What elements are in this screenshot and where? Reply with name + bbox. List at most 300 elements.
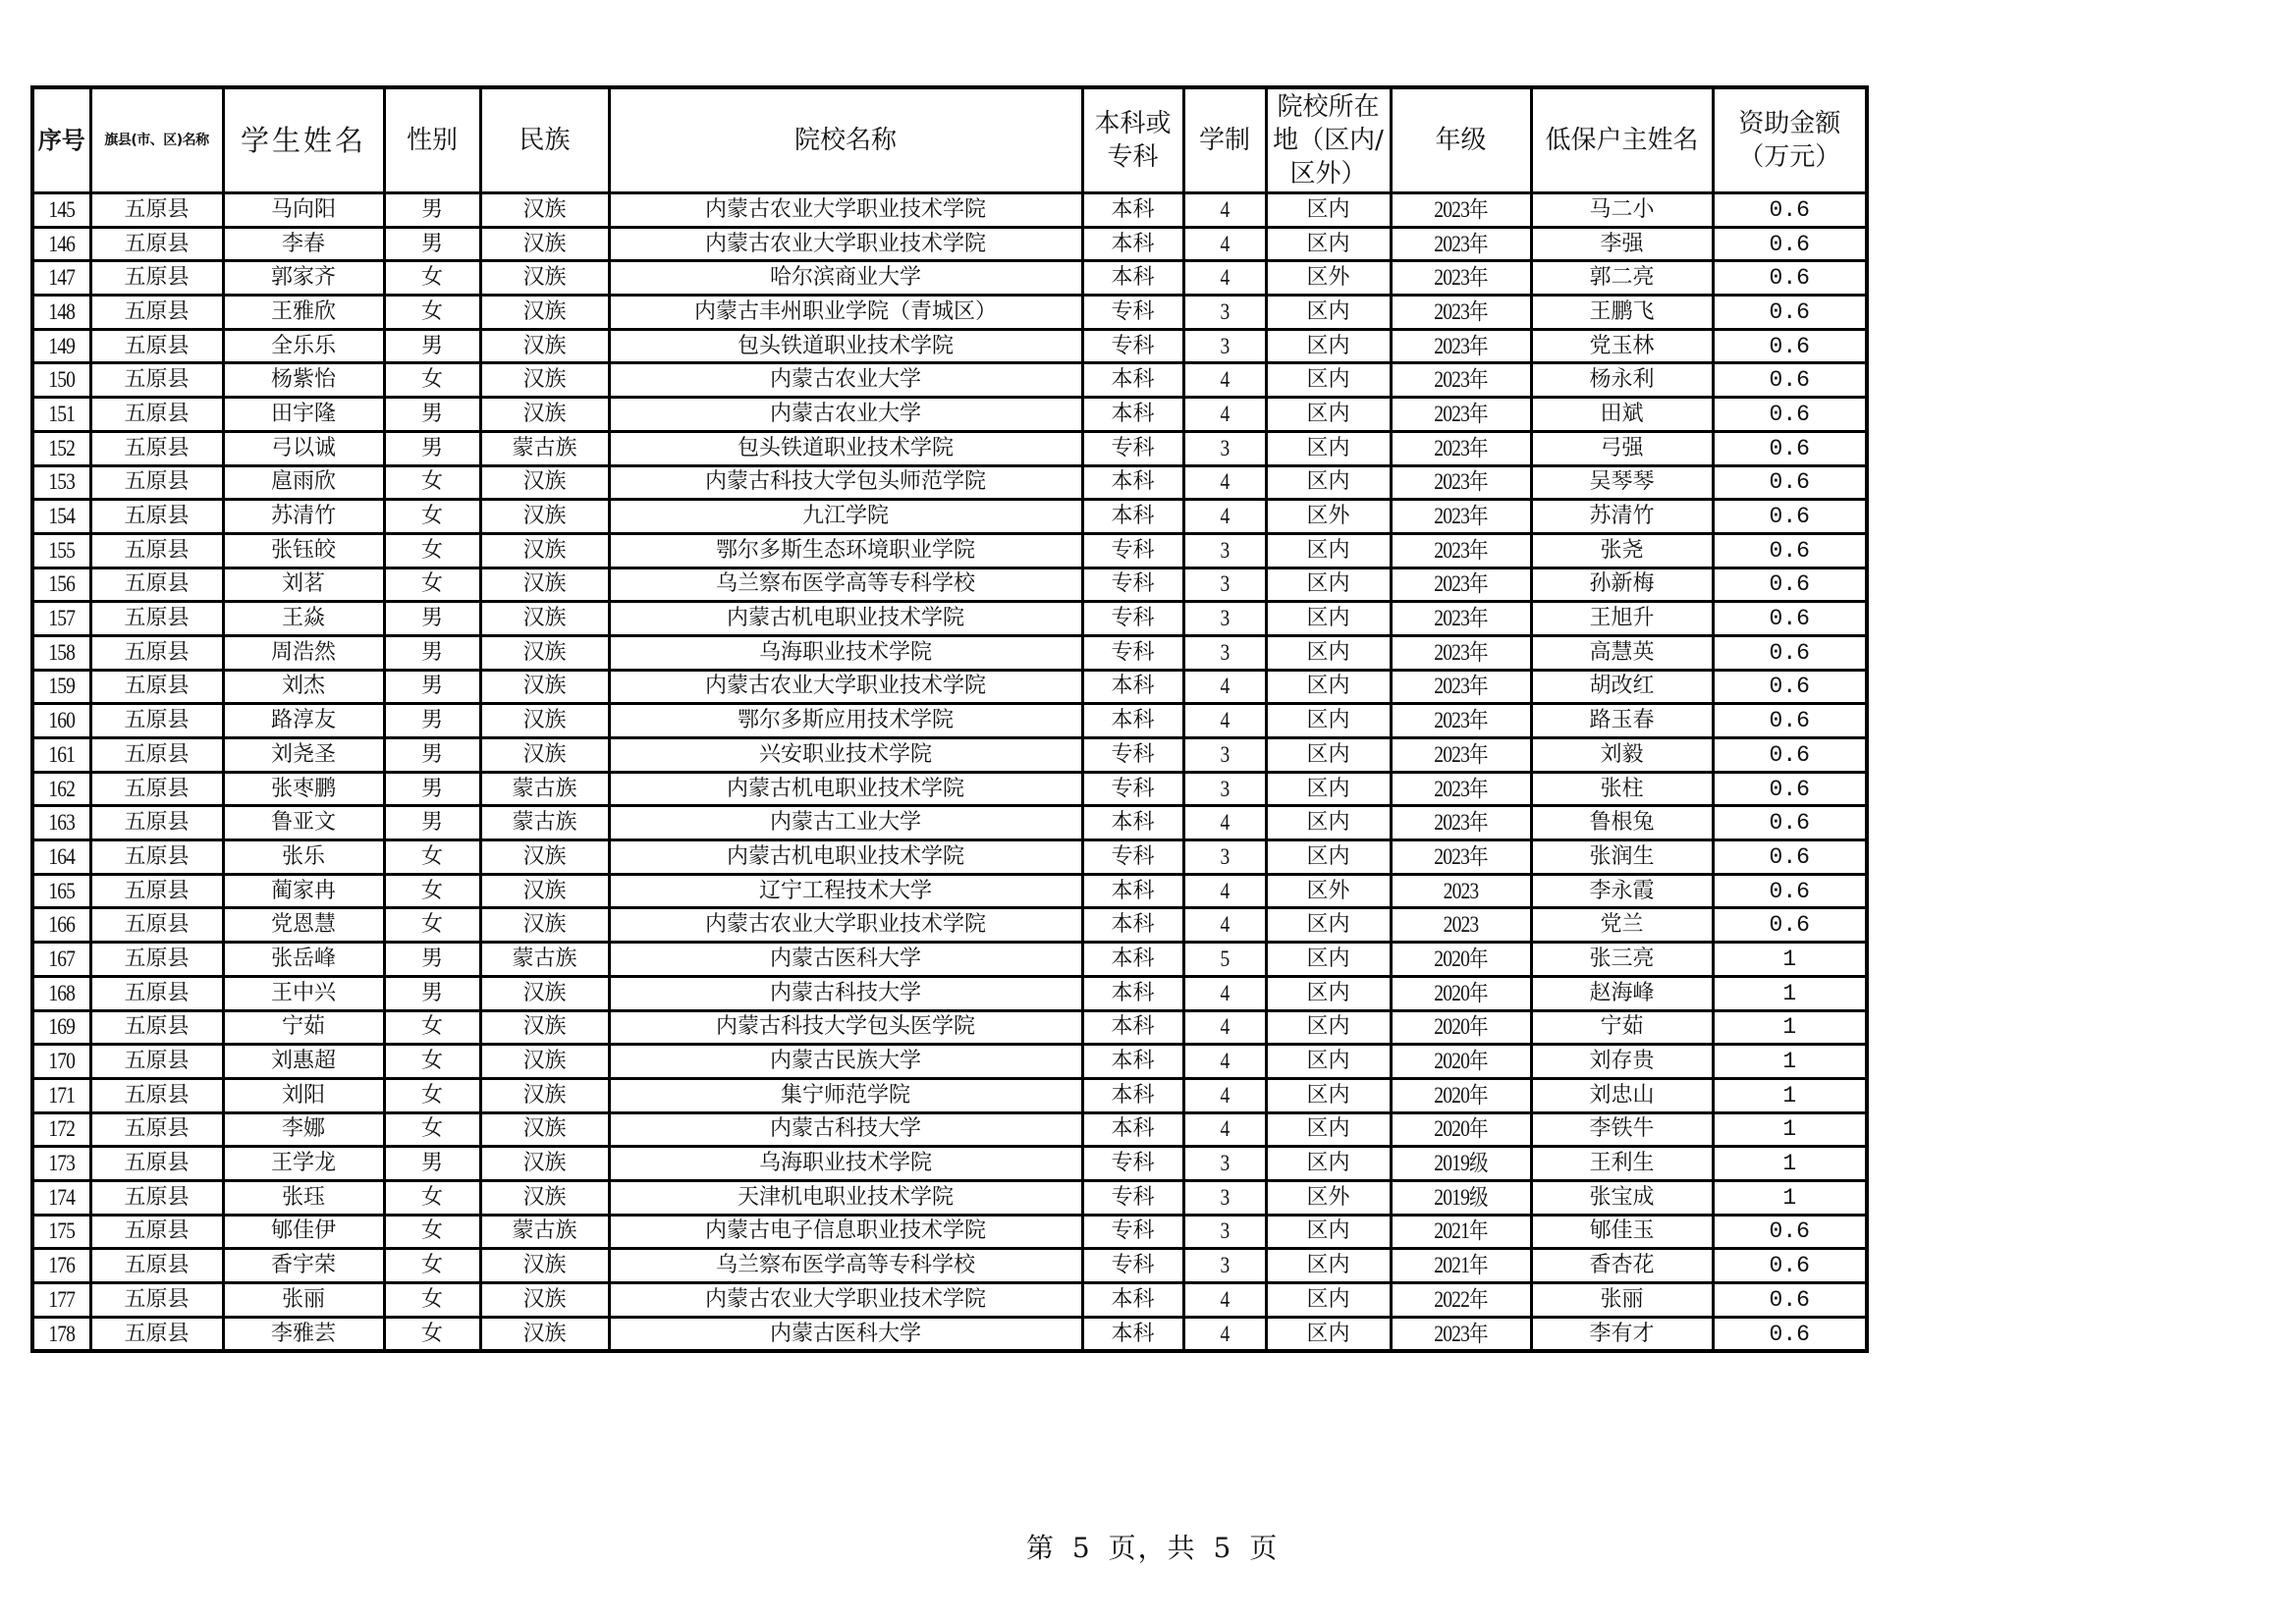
cell-grade: 2023年 xyxy=(1401,296,1521,330)
cell-seq: 152 xyxy=(36,431,85,465)
cell-seq: 164 xyxy=(36,840,85,875)
cell-gender: 女 xyxy=(384,533,480,568)
table-row xyxy=(32,1045,1867,1079)
cell-gender: 女 xyxy=(384,1045,480,1079)
cell-guardian: 张润生 xyxy=(1531,840,1713,875)
cell-school: 内蒙古农业大学职业技术学院 xyxy=(609,1283,1082,1318)
cell-school: 内蒙古科技大学包头师范学院 xyxy=(609,465,1082,500)
cell-duration: 3 xyxy=(1189,772,1259,806)
cell-location: 区内 xyxy=(1266,1317,1391,1351)
cell-ethnicity: 蒙古族 xyxy=(480,1215,609,1249)
cell-guardian: 张宝成 xyxy=(1531,1180,1713,1215)
table-row xyxy=(32,840,1867,875)
cell-amount: 0.6 xyxy=(1713,227,1867,261)
cell-ethnicity: 汉族 xyxy=(480,261,609,296)
cell-level: 专科 xyxy=(1082,329,1183,363)
cell-county: 五原县 xyxy=(90,1283,223,1318)
cell-student-name: 王中兴 xyxy=(223,976,384,1010)
cell-school: 内蒙古农业大学职业技术学院 xyxy=(609,908,1082,943)
cell-amount: 0.6 xyxy=(1713,465,1867,500)
cell-county: 五原县 xyxy=(90,1317,223,1351)
cell-guardian: 党兰 xyxy=(1531,908,1713,943)
cell-seq: 167 xyxy=(36,943,85,977)
header-ethnicity: 民族 xyxy=(480,87,609,193)
cell-gender: 女 xyxy=(384,1249,480,1283)
cell-location: 区外 xyxy=(1266,261,1391,296)
cell-amount: 0.6 xyxy=(1713,193,1867,228)
cell-amount: 0.6 xyxy=(1713,670,1867,704)
cell-duration: 3 xyxy=(1189,1147,1259,1181)
cell-student-name: 蔺家冉 xyxy=(223,874,384,908)
cell-duration: 3 xyxy=(1189,602,1259,636)
table-row xyxy=(32,602,1867,636)
cell-ethnicity: 汉族 xyxy=(480,227,609,261)
cell-grade: 2023年 xyxy=(1401,398,1521,432)
cell-grade: 2023年 xyxy=(1401,329,1521,363)
cell-ethnicity: 汉族 xyxy=(480,874,609,908)
cell-seq: 160 xyxy=(36,704,85,738)
table-row xyxy=(32,943,1867,977)
cell-level: 专科 xyxy=(1082,772,1183,806)
cell-amount: 0.6 xyxy=(1713,1283,1867,1318)
cell-amount: 0.6 xyxy=(1713,398,1867,432)
cell-level: 本科 xyxy=(1082,1010,1183,1045)
cell-guardian: 张三亮 xyxy=(1531,943,1713,977)
cell-guardian: 弓强 xyxy=(1531,431,1713,465)
cell-school: 内蒙古丰州职业学院（青城区） xyxy=(609,296,1082,330)
cell-grade: 2020年 xyxy=(1401,1078,1521,1112)
cell-guardian: 鲁根兔 xyxy=(1531,806,1713,840)
cell-level: 本科 xyxy=(1082,1112,1183,1147)
cell-ethnicity: 蒙古族 xyxy=(480,943,609,977)
cell-ethnicity: 汉族 xyxy=(480,738,609,773)
cell-seq: 149 xyxy=(36,329,85,363)
cell-school: 鄂尔多斯生态环境职业学院 xyxy=(609,533,1082,568)
cell-location: 区内 xyxy=(1266,976,1391,1010)
cell-county: 五原县 xyxy=(90,840,223,875)
cell-duration: 4 xyxy=(1189,704,1259,738)
cell-duration: 3 xyxy=(1189,431,1259,465)
cell-county: 五原县 xyxy=(90,943,223,977)
cell-seq: 153 xyxy=(36,465,85,500)
cell-county: 五原县 xyxy=(90,193,223,228)
cell-student-name: 周浩然 xyxy=(223,635,384,670)
cell-county: 五原县 xyxy=(90,976,223,1010)
cell-location: 区内 xyxy=(1266,840,1391,875)
cell-student-name: 刘尧圣 xyxy=(223,738,384,773)
cell-level: 本科 xyxy=(1082,1045,1183,1079)
cell-grade: 2023年 xyxy=(1401,363,1521,398)
cell-duration: 4 xyxy=(1189,1317,1259,1351)
cell-gender: 男 xyxy=(384,943,480,977)
cell-school: 内蒙古农业大学 xyxy=(609,398,1082,432)
table-row xyxy=(32,533,1867,568)
cell-gender: 女 xyxy=(384,296,480,330)
table-row xyxy=(32,635,1867,670)
cell-grade: 2020年 xyxy=(1401,943,1521,977)
cell-ethnicity: 汉族 xyxy=(480,568,609,602)
table-row xyxy=(32,1283,1867,1318)
table-row xyxy=(32,398,1867,432)
cell-location: 区内 xyxy=(1266,568,1391,602)
cell-seq: 168 xyxy=(36,976,85,1010)
cell-school: 乌兰察布医学高等专科学校 xyxy=(609,1249,1082,1283)
cell-level: 专科 xyxy=(1082,1180,1183,1215)
cell-ethnicity: 汉族 xyxy=(480,1010,609,1045)
cell-location: 区内 xyxy=(1266,772,1391,806)
cell-school: 乌海职业技术学院 xyxy=(609,635,1082,670)
cell-seq: 155 xyxy=(36,533,85,568)
cell-amount: 0.6 xyxy=(1713,568,1867,602)
cell-guardian: 李有才 xyxy=(1531,1317,1713,1351)
cell-seq: 147 xyxy=(36,261,85,296)
cell-amount: 1 xyxy=(1713,1045,1867,1079)
cell-gender: 女 xyxy=(384,261,480,296)
cell-student-name: 郭家齐 xyxy=(223,261,384,296)
cell-amount: 0.6 xyxy=(1713,533,1867,568)
table-row xyxy=(32,1317,1867,1351)
cell-guardian: 胡改红 xyxy=(1531,670,1713,704)
cell-guardian: 田斌 xyxy=(1531,398,1713,432)
cell-seq: 148 xyxy=(36,296,85,330)
cell-county: 五原县 xyxy=(90,398,223,432)
table-row xyxy=(32,908,1867,943)
cell-guardian: 李永霞 xyxy=(1531,874,1713,908)
cell-student-name: 张乐 xyxy=(223,840,384,875)
cell-level: 本科 xyxy=(1082,363,1183,398)
cell-seq: 156 xyxy=(36,568,85,602)
cell-student-name: 扈雨欣 xyxy=(223,465,384,500)
cell-grade: 2023年 xyxy=(1401,602,1521,636)
cell-county: 五原县 xyxy=(90,1112,223,1147)
cell-school: 内蒙古民族大学 xyxy=(609,1045,1082,1079)
cell-duration: 4 xyxy=(1189,1283,1259,1318)
cell-county: 五原县 xyxy=(90,874,223,908)
cell-amount: 0.6 xyxy=(1713,1215,1867,1249)
cell-ethnicity: 汉族 xyxy=(480,704,609,738)
cell-amount: 0.6 xyxy=(1713,772,1867,806)
cell-duration: 3 xyxy=(1189,840,1259,875)
cell-county: 五原县 xyxy=(90,500,223,534)
table-row xyxy=(32,1010,1867,1045)
cell-grade: 2020年 xyxy=(1401,1045,1521,1079)
cell-student-name: 弓以诚 xyxy=(223,431,384,465)
cell-grade: 2019级 xyxy=(1401,1147,1521,1181)
cell-grade: 2021年 xyxy=(1401,1215,1521,1249)
cell-student-name: 刘阳 xyxy=(223,1078,384,1112)
cell-seq: 176 xyxy=(36,1249,85,1283)
cell-school: 内蒙古科技大学 xyxy=(609,1112,1082,1147)
header-gender: 性别 xyxy=(384,87,480,193)
cell-level: 本科 xyxy=(1082,943,1183,977)
cell-seq: 163 xyxy=(36,806,85,840)
header-county: 旗县(市、区)名称 xyxy=(90,87,223,193)
cell-county: 五原县 xyxy=(90,670,223,704)
table-row xyxy=(32,738,1867,773)
cell-student-name: 张钰皎 xyxy=(223,533,384,568)
cell-county: 五原县 xyxy=(90,533,223,568)
cell-ethnicity: 汉族 xyxy=(480,329,609,363)
cell-duration: 3 xyxy=(1189,1249,1259,1283)
table-row xyxy=(32,227,1867,261)
cell-ethnicity: 蒙古族 xyxy=(480,431,609,465)
cell-county: 五原县 xyxy=(90,1078,223,1112)
cell-student-name: 香宇荣 xyxy=(223,1249,384,1283)
cell-location: 区内 xyxy=(1266,398,1391,432)
cell-gender: 男 xyxy=(384,193,480,228)
table-row xyxy=(32,568,1867,602)
cell-location: 区内 xyxy=(1266,1147,1391,1181)
cell-student-name: 张岳峰 xyxy=(223,943,384,977)
cell-school: 内蒙古农业大学 xyxy=(609,363,1082,398)
cell-student-name: 张珏 xyxy=(223,1180,384,1215)
cell-county: 五原县 xyxy=(90,329,223,363)
cell-guardian: 高慧英 xyxy=(1531,635,1713,670)
cell-school: 内蒙古机电职业技术学院 xyxy=(609,602,1082,636)
cell-amount: 0.6 xyxy=(1713,602,1867,636)
cell-county: 五原县 xyxy=(90,296,223,330)
cell-gender: 女 xyxy=(384,908,480,943)
cell-guardian: 党玉林 xyxy=(1531,329,1713,363)
cell-grade: 2020年 xyxy=(1401,1010,1521,1045)
cell-ethnicity: 汉族 xyxy=(480,465,609,500)
cell-duration: 3 xyxy=(1189,738,1259,773)
cell-grade: 2023年 xyxy=(1401,670,1521,704)
cell-seq: 162 xyxy=(36,772,85,806)
cell-student-name: 王雅欣 xyxy=(223,296,384,330)
cell-amount: 0.6 xyxy=(1713,1317,1867,1351)
cell-student-name: 李雅芸 xyxy=(223,1317,384,1351)
cell-level: 专科 xyxy=(1082,1147,1183,1181)
cell-school: 内蒙古电子信息职业技术学院 xyxy=(609,1215,1082,1249)
cell-school: 天津机电职业技术学院 xyxy=(609,1180,1082,1215)
cell-ethnicity: 汉族 xyxy=(480,1147,609,1181)
table-row xyxy=(32,874,1867,908)
cell-grade: 2022年 xyxy=(1401,1283,1521,1318)
cell-location: 区内 xyxy=(1266,1215,1391,1249)
cell-ethnicity: 汉族 xyxy=(480,398,609,432)
cell-student-name: 刘茗 xyxy=(223,568,384,602)
cell-guardian: 马二小 xyxy=(1531,193,1713,228)
cell-seq: 154 xyxy=(36,500,85,534)
cell-level: 本科 xyxy=(1082,227,1183,261)
cell-ethnicity: 汉族 xyxy=(480,1045,609,1079)
cell-county: 五原县 xyxy=(90,261,223,296)
cell-county: 五原县 xyxy=(90,602,223,636)
cell-seq: 165 xyxy=(36,874,85,908)
table-row xyxy=(32,1180,1867,1215)
cell-level: 本科 xyxy=(1082,670,1183,704)
table-row xyxy=(32,261,1867,296)
cell-duration: 4 xyxy=(1189,465,1259,500)
cell-duration: 4 xyxy=(1189,1078,1259,1112)
cell-gender: 女 xyxy=(384,568,480,602)
cell-gender: 男 xyxy=(384,806,480,840)
cell-duration: 4 xyxy=(1189,398,1259,432)
cell-seq: 174 xyxy=(36,1180,85,1215)
table-row xyxy=(32,1112,1867,1147)
cell-school: 内蒙古机电职业技术学院 xyxy=(609,840,1082,875)
cell-guardian: 孙新梅 xyxy=(1531,568,1713,602)
cell-school: 包头铁道职业技术学院 xyxy=(609,329,1082,363)
table-row xyxy=(32,363,1867,398)
cell-duration: 4 xyxy=(1189,193,1259,228)
cell-guardian: 王旭升 xyxy=(1531,602,1713,636)
cell-location: 区内 xyxy=(1266,193,1391,228)
cell-duration: 3 xyxy=(1189,329,1259,363)
cell-gender: 女 xyxy=(384,840,480,875)
cell-location: 区内 xyxy=(1266,908,1391,943)
cell-location: 区内 xyxy=(1266,738,1391,773)
cell-location: 区内 xyxy=(1266,363,1391,398)
cell-school: 哈尔滨商业大学 xyxy=(609,261,1082,296)
cell-location: 区内 xyxy=(1266,704,1391,738)
cell-student-name: 全乐乐 xyxy=(223,329,384,363)
cell-grade: 2023年 xyxy=(1401,1317,1521,1351)
cell-duration: 4 xyxy=(1189,908,1259,943)
cell-school: 内蒙古医科大学 xyxy=(609,1317,1082,1351)
cell-gender: 男 xyxy=(384,704,480,738)
cell-ethnicity: 汉族 xyxy=(480,1283,609,1318)
cell-student-name: 宁茹 xyxy=(223,1010,384,1045)
cell-location: 区内 xyxy=(1266,1045,1391,1079)
aid-recipients-table xyxy=(30,85,1869,1353)
cell-ethnicity: 汉族 xyxy=(480,1249,609,1283)
cell-student-name: 李娜 xyxy=(223,1112,384,1147)
cell-grade: 2023年 xyxy=(1401,261,1521,296)
cell-guardian: 李铁牛 xyxy=(1531,1112,1713,1147)
table-row xyxy=(32,296,1867,330)
table-row xyxy=(32,1215,1867,1249)
table-row xyxy=(32,1078,1867,1112)
cell-location: 区内 xyxy=(1266,1010,1391,1045)
cell-gender: 女 xyxy=(384,465,480,500)
cell-gender: 男 xyxy=(384,738,480,773)
cell-grade: 2023年 xyxy=(1401,193,1521,228)
cell-county: 五原县 xyxy=(90,568,223,602)
cell-location: 区内 xyxy=(1266,465,1391,500)
cell-location: 区内 xyxy=(1266,296,1391,330)
cell-duration: 4 xyxy=(1189,806,1259,840)
cell-county: 五原县 xyxy=(90,738,223,773)
cell-amount: 1 xyxy=(1713,1078,1867,1112)
cell-level: 本科 xyxy=(1082,193,1183,228)
cell-level: 专科 xyxy=(1082,431,1183,465)
cell-seq: 146 xyxy=(36,227,85,261)
cell-duration: 5 xyxy=(1189,943,1259,977)
table-row xyxy=(32,193,1867,228)
cell-guardian: 刘存贵 xyxy=(1531,1045,1713,1079)
cell-county: 五原县 xyxy=(90,227,223,261)
cell-grade: 2023年 xyxy=(1401,806,1521,840)
cell-level: 本科 xyxy=(1082,1283,1183,1318)
cell-county: 五原县 xyxy=(90,1045,223,1079)
cell-guardian: 香杏花 xyxy=(1531,1249,1713,1283)
cell-gender: 女 xyxy=(384,874,480,908)
cell-location: 区内 xyxy=(1266,1078,1391,1112)
cell-duration: 3 xyxy=(1189,568,1259,602)
table-row xyxy=(32,772,1867,806)
cell-county: 五原县 xyxy=(90,1147,223,1181)
cell-school: 内蒙古工业大学 xyxy=(609,806,1082,840)
cell-gender: 女 xyxy=(384,1215,480,1249)
header-duration: 学制 xyxy=(1183,87,1266,193)
cell-grade: 2020年 xyxy=(1401,976,1521,1010)
cell-duration: 4 xyxy=(1189,670,1259,704)
cell-duration: 4 xyxy=(1189,261,1259,296)
cell-student-name: 张丽 xyxy=(223,1283,384,1318)
cell-seq: 157 xyxy=(36,602,85,636)
cell-ethnicity: 汉族 xyxy=(480,363,609,398)
cell-county: 五原县 xyxy=(90,363,223,398)
cell-duration: 4 xyxy=(1189,363,1259,398)
cell-location: 区内 xyxy=(1266,1283,1391,1318)
cell-grade: 2023年 xyxy=(1401,738,1521,773)
cell-ethnicity: 汉族 xyxy=(480,908,609,943)
cell-grade: 2023年 xyxy=(1401,533,1521,568)
cell-level: 本科 xyxy=(1082,261,1183,296)
cell-duration: 4 xyxy=(1189,1112,1259,1147)
cell-level: 本科 xyxy=(1082,1317,1183,1351)
cell-level: 专科 xyxy=(1082,1249,1183,1283)
cell-school: 内蒙古医科大学 xyxy=(609,943,1082,977)
cell-level: 专科 xyxy=(1082,635,1183,670)
cell-level: 本科 xyxy=(1082,1078,1183,1112)
cell-gender: 男 xyxy=(384,976,480,1010)
cell-student-name: 王焱 xyxy=(223,602,384,636)
cell-grade: 2021年 xyxy=(1401,1249,1521,1283)
cell-student-name: 党恩慧 xyxy=(223,908,384,943)
cell-level: 专科 xyxy=(1082,568,1183,602)
cell-school: 九江学院 xyxy=(609,500,1082,534)
cell-county: 五原县 xyxy=(90,1010,223,1045)
cell-level: 本科 xyxy=(1082,500,1183,534)
cell-duration: 3 xyxy=(1189,296,1259,330)
header-row xyxy=(32,87,1867,193)
cell-gender: 男 xyxy=(384,398,480,432)
table-header xyxy=(32,87,1867,193)
cell-ethnicity: 汉族 xyxy=(480,296,609,330)
cell-school: 内蒙古农业大学职业技术学院 xyxy=(609,670,1082,704)
cell-student-name: 刘惠超 xyxy=(223,1045,384,1079)
cell-location: 区外 xyxy=(1266,500,1391,534)
header-grade: 年级 xyxy=(1391,87,1531,193)
table-row xyxy=(32,670,1867,704)
cell-duration: 3 xyxy=(1189,1215,1259,1249)
cell-level: 专科 xyxy=(1082,533,1183,568)
cell-school: 乌海职业技术学院 xyxy=(609,1147,1082,1181)
cell-amount: 0.6 xyxy=(1713,874,1867,908)
cell-location: 区内 xyxy=(1266,670,1391,704)
cell-seq: 169 xyxy=(36,1010,85,1045)
cell-county: 五原县 xyxy=(90,635,223,670)
cell-grade: 2019级 xyxy=(1401,1180,1521,1215)
cell-grade: 2023年 xyxy=(1401,465,1521,500)
cell-gender: 男 xyxy=(384,1147,480,1181)
cell-location: 区内 xyxy=(1266,329,1391,363)
table-row xyxy=(32,976,1867,1010)
cell-guardian: 王鹏飞 xyxy=(1531,296,1713,330)
cell-guardian: 苏清竹 xyxy=(1531,500,1713,534)
cell-amount: 0.6 xyxy=(1713,806,1867,840)
cell-amount: 1 xyxy=(1713,943,1867,977)
cell-seq: 175 xyxy=(36,1215,85,1249)
cell-amount: 0.6 xyxy=(1713,704,1867,738)
cell-gender: 女 xyxy=(384,1317,480,1351)
cell-county: 五原县 xyxy=(90,465,223,500)
header-school: 院校名称 xyxy=(609,87,1082,193)
cell-amount: 0.6 xyxy=(1713,840,1867,875)
